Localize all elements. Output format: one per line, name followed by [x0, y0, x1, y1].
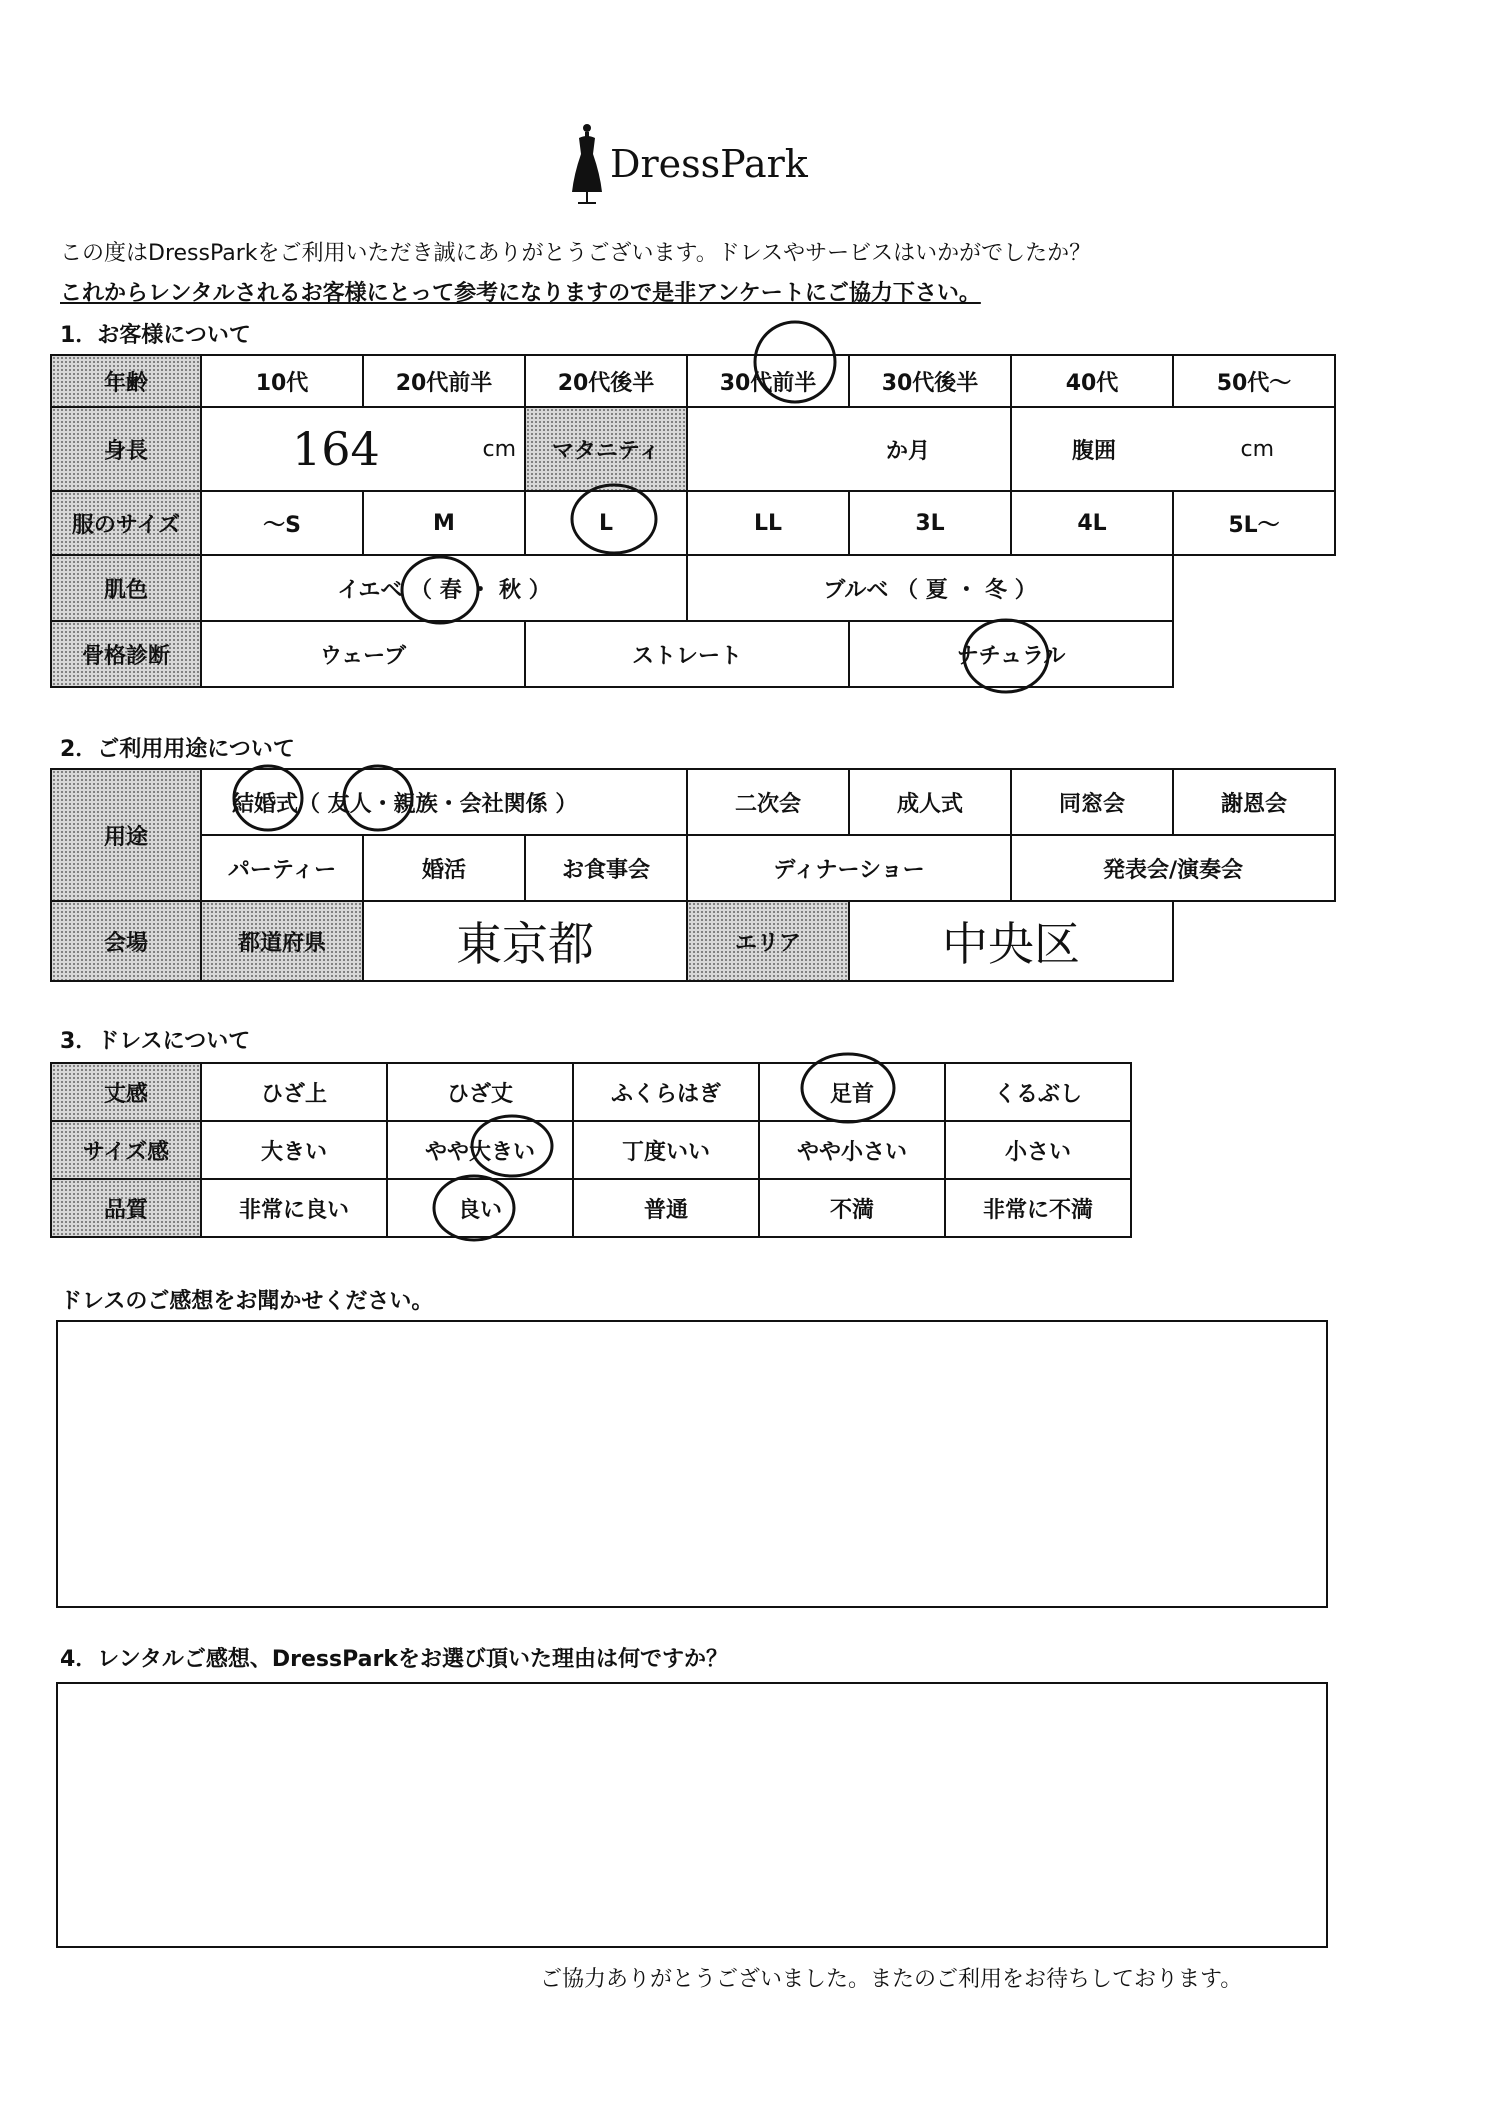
usage-option[interactable]: 謝恩会 [1172, 768, 1336, 836]
brand-name: DressPark [610, 142, 808, 186]
fit-label: サイズ感 [50, 1120, 202, 1180]
quality-option[interactable]: 非常に不満 [944, 1178, 1132, 1238]
size-option[interactable]: M [362, 490, 526, 556]
usage-option[interactable]: 同窓会 [1010, 768, 1174, 836]
usage-option[interactable]: 二次会 [686, 768, 850, 836]
age-option[interactable]: 30代後半 [848, 354, 1012, 408]
circle-mark-wedding [234, 766, 302, 830]
circle-mark-age [755, 322, 835, 402]
circle-mark-size [572, 485, 656, 553]
quality-option[interactable]: 非常に良い [200, 1178, 388, 1238]
quality-option[interactable]: 不満 [758, 1178, 946, 1238]
length-option[interactable]: ひざ上 [200, 1062, 388, 1122]
age-option-selected[interactable]: 30代前半 [686, 354, 850, 408]
size-label: 服のサイズ [50, 490, 202, 556]
quality-option-selected[interactable]: 良い [386, 1178, 574, 1238]
age-option[interactable]: 40代 [1010, 354, 1174, 408]
waist-label: 腹囲 [1072, 438, 1117, 464]
age-label: 年齢 [50, 354, 202, 408]
size-option[interactable]: 3L [848, 490, 1012, 556]
circle-mark-friend [344, 766, 412, 830]
impression-label: ドレスのご感想をお聞かせください。 [60, 1289, 434, 1314]
length-option[interactable]: ひざ丈 [386, 1062, 574, 1122]
usage-option[interactable]: 婚活 [362, 834, 526, 902]
length-option[interactable]: くるぶし [944, 1062, 1132, 1122]
age-option[interactable]: 50代～ [1172, 354, 1336, 408]
quality-option[interactable]: 普通 [572, 1178, 760, 1238]
fit-option-selected[interactable]: やや大きい [386, 1120, 574, 1180]
circle-mark-quality [434, 1176, 514, 1240]
body-type-option[interactable]: ウェーブ [200, 620, 526, 688]
section-1-title: 1．お客様について [60, 323, 251, 348]
circle-mark-fit [472, 1116, 552, 1176]
area-label: エリア [686, 900, 850, 982]
skin-label: 肌色 [50, 554, 202, 622]
size-option[interactable]: LL [686, 490, 850, 556]
age-option[interactable]: 20代後半 [524, 354, 688, 408]
length-option[interactable]: ふくらはぎ [572, 1062, 760, 1122]
section-4-title: 4．レンタルご感想、DressParkをお選び頂いた理由は何ですか？ [60, 1647, 728, 1672]
wedding-option[interactable]: 結婚式（ 友人・親族・会社関係 ） [200, 768, 688, 836]
usage-option[interactable]: パーティー [200, 834, 364, 902]
usage-option-recital[interactable]: 発表会/演奏会 [1010, 834, 1336, 902]
area-value: 中央区 [942, 917, 1080, 971]
size-option-selected[interactable]: L [524, 490, 688, 556]
height-value: 164 [292, 422, 380, 476]
prefecture-value: 東京都 [456, 917, 594, 971]
usage-label: 用途 [50, 768, 202, 902]
size-option[interactable]: ～S [200, 490, 364, 556]
section-2-title: 2．ご利用用途について [60, 737, 295, 762]
usage-option[interactable]: お食事会 [524, 834, 688, 902]
prefecture-label: 都道府県 [200, 900, 364, 982]
size-option[interactable]: 4L [1010, 490, 1174, 556]
circle-mark-length [802, 1054, 894, 1122]
circle-mark-skin [402, 557, 478, 623]
skin-yellow-option[interactable]: イエベ （ 春 ・ 秋 ） [200, 554, 688, 622]
circle-mark-body-type [964, 620, 1048, 692]
quality-label: 品質 [50, 1178, 202, 1238]
age-option[interactable]: 20代前半 [362, 354, 526, 408]
section-3-title: 3．ドレスについて [60, 1029, 251, 1054]
waist-unit: cm [1240, 436, 1274, 462]
height-label: 身長 [50, 406, 202, 492]
skin-blue-option[interactable]: ブルベ （ 夏 ・ 冬 ） [686, 554, 1174, 622]
usage-option-dinner-show[interactable]: ディナーショー [686, 834, 1012, 902]
fit-option[interactable]: やや小さい [758, 1120, 946, 1180]
intro-request: これからレンタルされるお客様にとって参考になりますので是非アンケートにご協力下さい。 [60, 281, 981, 306]
venue-label: 会場 [50, 900, 202, 982]
height-unit: cm [482, 436, 516, 462]
body-type-option[interactable]: ストレート [524, 620, 850, 688]
age-option[interactable]: 10代 [200, 354, 364, 408]
fit-option[interactable]: 小さい [944, 1120, 1132, 1180]
closing-text: ご協力ありがとうございました。またのご利用をお待ちしております。 [540, 1967, 1243, 1992]
body-type-option-selected[interactable]: ナチュラル [848, 620, 1174, 688]
size-option[interactable]: 5L～ [1172, 490, 1336, 556]
maternity-label: マタニティ [524, 406, 688, 492]
length-label: 丈感 [50, 1062, 202, 1122]
months-unit: か月 [885, 438, 930, 464]
length-option-selected[interactable]: 足首 [758, 1062, 946, 1122]
intro-text: この度はDressParkをご利用いただき誠にありがとうございます。ドレスやサービスはいかがでしたか？ [60, 241, 1092, 266]
body-type-label: 骨格診断 [50, 620, 202, 688]
usage-option[interactable]: 成人式 [848, 768, 1012, 836]
fit-option[interactable]: 大きい [200, 1120, 388, 1180]
fit-option[interactable]: 丁度いい [572, 1120, 760, 1180]
